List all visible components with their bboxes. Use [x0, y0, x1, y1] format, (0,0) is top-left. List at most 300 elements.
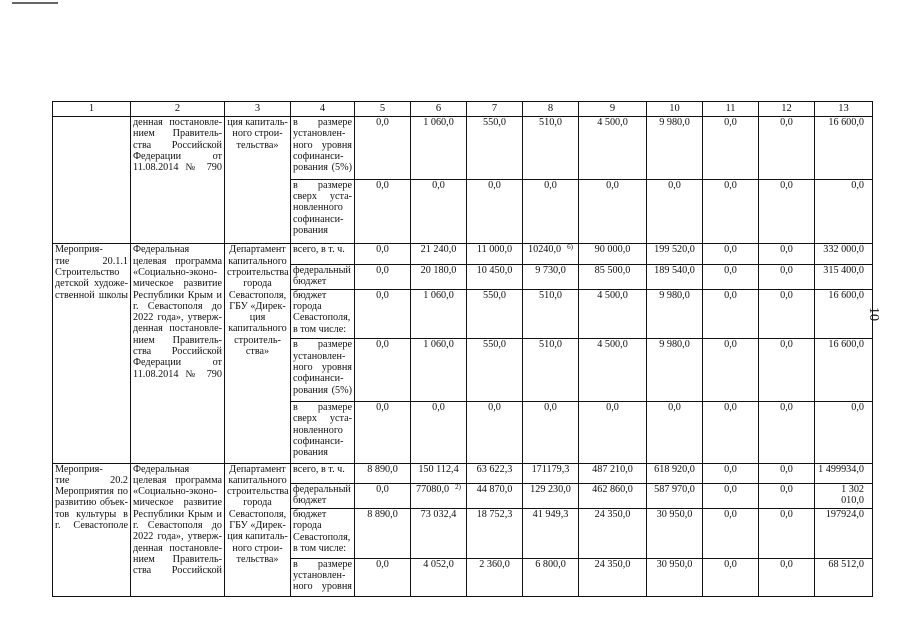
- program-cell-line: целевая программа: [133, 474, 222, 486]
- program-cell-line: 11.08.2014 № 790: [133, 162, 222, 174]
- measure-cell-line: развитию объек-: [55, 497, 128, 509]
- value-text: 0,0: [432, 401, 445, 413]
- measure-cell-line: Мероприя-: [55, 463, 103, 475]
- budget-table-sheet: [52, 101, 864, 597]
- funding-source-line: установлен-: [293, 350, 346, 362]
- value-text: 129 230,0: [530, 483, 571, 495]
- value-text: 0,0: [376, 483, 389, 495]
- value-col8: [523, 483, 579, 508]
- value-text: 510,0: [539, 289, 562, 301]
- funding-source-cell: [291, 264, 355, 289]
- value-col7: [467, 339, 523, 402]
- value-text: 550,0: [483, 289, 506, 301]
- scan-edge-mark: [12, 2, 58, 4]
- program-cell-line: Республики Крым и: [133, 508, 222, 520]
- program-cell-line: денная постановле-: [133, 542, 222, 554]
- value-text: 0,0: [376, 339, 389, 351]
- value-text: 199 520,0: [654, 244, 695, 256]
- funding-source-line: рования: [293, 447, 328, 459]
- value-col5: [355, 509, 411, 559]
- value-text: 44 870,0: [476, 483, 513, 495]
- funding-source-cell: [291, 483, 355, 508]
- value-col7: [467, 463, 523, 483]
- value-col10: [647, 117, 703, 180]
- value-text: 4 500,0: [597, 117, 628, 129]
- funding-source-cell: [291, 117, 355, 180]
- value-text: 462 860,0: [592, 483, 633, 495]
- value-col10: [647, 339, 703, 402]
- value-text: 0,0: [724, 483, 737, 495]
- value-text: 0,0: [780, 264, 793, 276]
- value-col8: [523, 289, 579, 339]
- column-header-11: 11: [703, 102, 759, 117]
- value-col7: [467, 179, 523, 244]
- value-text: 85 500,0: [594, 264, 631, 276]
- value-text: 16 600,0: [828, 289, 864, 301]
- program-cell-line: денная постановле-: [133, 323, 222, 335]
- measure-cell-line: детской художе-: [55, 278, 128, 290]
- funding-source-line: в том числе:: [293, 542, 347, 554]
- footnote-marker: 6): [567, 243, 573, 252]
- executor-cell-line: Севастополя,: [228, 289, 287, 301]
- value-col6: [411, 463, 467, 483]
- executor-cell-line: города: [243, 497, 272, 509]
- value-text: 0,0: [376, 401, 389, 413]
- funding-source-line: рования: [293, 224, 328, 236]
- value-col5: [355, 244, 411, 264]
- value-col13: [815, 558, 873, 596]
- value-text: 2 360,0: [479, 558, 510, 570]
- measure-cell-line: тие 20.1.1: [55, 255, 128, 267]
- value-col5: [355, 264, 411, 289]
- program-cell-line: мическое развитие: [133, 497, 222, 509]
- value-text: 0,0: [432, 179, 445, 191]
- value-text: 18 752,3: [476, 509, 513, 521]
- value-col13: [815, 401, 873, 463]
- value-col11: [703, 179, 759, 244]
- value-col9: [579, 463, 647, 483]
- program-cell-line: г. Севастополя до: [133, 520, 222, 532]
- value-col5: [355, 339, 411, 402]
- value-col6: [411, 509, 467, 559]
- table-row: [53, 244, 873, 264]
- budget-table: [52, 101, 873, 597]
- value-text: 0,0: [724, 558, 737, 570]
- measure-cell: [53, 244, 131, 463]
- value-text: 0,0: [376, 179, 389, 191]
- funding-source-line: ного уровня: [293, 581, 352, 593]
- value-col11: [703, 117, 759, 180]
- value-col13: [815, 483, 873, 508]
- funding-source-line: бюджет: [293, 509, 327, 521]
- measure-cell-line: Мероприя-: [55, 244, 103, 256]
- program-cell-line: г. Севастополя до: [133, 300, 222, 312]
- executor-cell-line: Департамент: [229, 244, 286, 256]
- value-col9: [579, 117, 647, 180]
- value-col12: [759, 264, 815, 289]
- value-text: 0,0: [724, 463, 737, 475]
- funding-source-line: бюджет: [293, 495, 327, 507]
- value-text: 90 000,0: [594, 244, 631, 256]
- value-text: 8 890,0: [367, 463, 398, 475]
- value-text: 63 622,3: [476, 463, 513, 475]
- value-col5: [355, 483, 411, 508]
- program-cell-line: целевая программа: [133, 255, 222, 267]
- column-header-6: 6: [411, 102, 467, 117]
- value-col12: [759, 339, 815, 402]
- value-col9: [579, 483, 647, 508]
- executor-cell-line: ства»: [245, 346, 270, 358]
- value-col5: [355, 463, 411, 483]
- value-text: 16 600,0: [828, 339, 864, 351]
- value-text: 0,0: [724, 117, 737, 129]
- value-text: 0,0: [668, 401, 681, 413]
- value-col7: [467, 401, 523, 463]
- program-cell-line: 11.08.2014 № 790: [133, 368, 222, 380]
- value-col12: [759, 463, 815, 483]
- value-col10: [647, 289, 703, 339]
- value-col12: [759, 558, 815, 596]
- funding-source-line: софинанси-: [293, 373, 344, 385]
- value-text: 9 980,0: [659, 117, 690, 129]
- measure-cell: [53, 463, 131, 596]
- value-col8: [523, 463, 579, 483]
- funding-source-line: всего, в т. ч.: [293, 244, 345, 256]
- measure-cell-line: ственной школы: [55, 289, 128, 301]
- value-col5: [355, 401, 411, 463]
- value-text: 587 970,0: [654, 483, 695, 495]
- value-text: 21 240,0: [420, 244, 457, 256]
- value-text: 0,0: [606, 179, 619, 191]
- column-header-7: 7: [467, 102, 523, 117]
- value-col5: [355, 558, 411, 596]
- program-cell-line: ства Российской: [133, 565, 222, 577]
- funding-source-line: рования (5%): [293, 384, 352, 396]
- value-col8: [523, 558, 579, 596]
- value-text: 0,0: [488, 179, 501, 191]
- executor-cell: [225, 244, 291, 463]
- value-col13: [815, 339, 873, 402]
- executor-cell-line: строительства: [227, 486, 289, 498]
- funding-source-line: новленного: [293, 424, 343, 436]
- measure-cell-line: Мероприятия по: [55, 486, 128, 498]
- footnote-marker: 2): [455, 483, 461, 491]
- value-col10: [647, 483, 703, 508]
- value-col9: [579, 179, 647, 244]
- funding-source-line: бюджет: [293, 289, 327, 301]
- value-text: 510,0: [539, 117, 562, 129]
- column-header-1: 1: [53, 102, 131, 117]
- program-cell-line: ства Российской: [133, 139, 222, 151]
- column-header-3: 3: [225, 102, 291, 117]
- column-header-13: 13: [815, 102, 873, 117]
- program-cell-line: Федерации от: [133, 151, 222, 163]
- funding-source-cell: [291, 463, 355, 483]
- program-cell-line: Республики Крым и: [133, 289, 222, 301]
- value-text: 0,0: [851, 401, 864, 413]
- value-col8: [523, 244, 579, 264]
- value-text: 4 500,0: [597, 289, 628, 301]
- funding-source-line: в размере: [293, 401, 352, 413]
- value-col6: [411, 244, 467, 264]
- program-cell: [131, 463, 225, 596]
- program-cell-line: Федерации от: [133, 357, 222, 369]
- funding-source-line: софинанси-: [293, 213, 344, 225]
- value-text: 550,0: [483, 339, 506, 351]
- value-text: 1 060,0: [423, 117, 454, 129]
- value-col12: [759, 509, 815, 559]
- value-col13: [815, 289, 873, 339]
- value-text: 0,0: [851, 179, 864, 191]
- funding-source-line: установлен-: [293, 569, 346, 581]
- program-cell: [131, 244, 225, 463]
- funding-source-cell: [291, 339, 355, 402]
- value-text: 9 980,0: [659, 289, 690, 301]
- program-cell-line: нием Правитель-: [133, 128, 222, 140]
- executor-cell-line: строитель-: [234, 334, 281, 346]
- funding-source-line: федеральный: [293, 483, 351, 495]
- value-text: 0,0: [376, 558, 389, 570]
- program-cell-line: мическое развитие: [133, 278, 222, 290]
- value-col11: [703, 289, 759, 339]
- value-text: 0,0: [780, 244, 793, 256]
- value-text: 0,0: [668, 179, 681, 191]
- value-col6: [411, 117, 467, 180]
- funding-source-cell: [291, 558, 355, 596]
- value-text: 618 920,0: [654, 463, 695, 475]
- value-col10: [647, 264, 703, 289]
- funding-source-cell: [291, 244, 355, 264]
- value-text: 189 540,0: [654, 264, 695, 276]
- program-cell-line: Федеральная: [133, 244, 190, 256]
- funding-source-line: в размере: [293, 339, 352, 351]
- funding-source-line: софинанси-: [293, 435, 344, 447]
- value-text: 197924,0: [825, 509, 864, 521]
- value-col9: [579, 339, 647, 402]
- value-col7: [467, 558, 523, 596]
- executor-cell-line: тельства»: [236, 553, 279, 565]
- value-col13: [815, 244, 873, 264]
- value-col10: [647, 179, 703, 244]
- value-col11: [703, 463, 759, 483]
- value-col12: [759, 179, 815, 244]
- value-text: 0,0: [780, 339, 793, 351]
- value-text: 0,0: [606, 401, 619, 413]
- value-text: 1 499934,0: [818, 463, 864, 475]
- value-text: 0,0: [780, 483, 793, 495]
- executor-cell-line: ГБУ «Дирек-: [229, 520, 286, 532]
- value-text: 0,0: [376, 264, 389, 276]
- value-col9: [579, 264, 647, 289]
- value-text: 1 060,0: [423, 339, 454, 351]
- value-text: 0,0: [780, 117, 793, 129]
- value-text: 24 350,0: [594, 558, 631, 570]
- table-body: [53, 102, 873, 597]
- executor-cell-line: строительства: [227, 267, 289, 278]
- value-col7: [467, 289, 523, 339]
- column-header-10: 10: [647, 102, 703, 117]
- value-text: 0,0: [376, 117, 389, 129]
- value-col9: [579, 289, 647, 339]
- value-col7: [467, 244, 523, 264]
- column-header-5: 5: [355, 102, 411, 117]
- value-col8: [523, 509, 579, 559]
- executor-cell-line: Департамент: [229, 463, 286, 475]
- value-col10: [647, 244, 703, 264]
- value-text: 0,0: [780, 179, 793, 191]
- value-col10: [647, 509, 703, 559]
- value-col8: [523, 117, 579, 180]
- value-col9: [579, 244, 647, 264]
- funding-source-cell: [291, 401, 355, 463]
- executor-cell-line: Севастополя,: [228, 508, 287, 520]
- value-text: 30 950,0: [656, 558, 693, 570]
- value-col13: [815, 179, 873, 244]
- value-col5: [355, 117, 411, 180]
- value-text: 0,0: [376, 289, 389, 301]
- funding-source-line: города: [293, 301, 322, 313]
- value-col12: [759, 117, 815, 180]
- value-text: 0,0: [780, 401, 793, 413]
- value-text: 0,0: [544, 401, 557, 413]
- program-cell: [131, 117, 225, 244]
- value-col11: [703, 401, 759, 463]
- funding-source-line: Севастополя,: [293, 531, 351, 543]
- funding-source-line: в размере: [293, 179, 352, 191]
- funding-source-line: сверх уста-: [293, 191, 352, 203]
- value-text: 10240,0: [528, 244, 562, 256]
- executor-cell-line: ного строи-: [232, 542, 283, 554]
- value-col11: [703, 339, 759, 402]
- value-col8: [523, 401, 579, 463]
- value-col13: [815, 264, 873, 289]
- column-header-9: 9: [579, 102, 647, 117]
- value-col12: [759, 244, 815, 264]
- program-cell-line: 2022 года», утверж-: [133, 531, 222, 543]
- header-row: [53, 102, 873, 117]
- value-text: 9 980,0: [659, 339, 690, 351]
- funding-source-line: ного уровня: [293, 139, 352, 151]
- value-col6: [411, 339, 467, 402]
- value-col7: [467, 509, 523, 559]
- funding-source-line: ного уровня: [293, 361, 352, 373]
- table-row: [53, 463, 873, 483]
- value-text: 24 350,0: [594, 509, 631, 521]
- value-col9: [579, 558, 647, 596]
- funding-source-line: Севастополя,: [293, 312, 351, 324]
- value-text: 0,0: [544, 179, 557, 191]
- value-col6: [411, 558, 467, 596]
- value-text: 1 302 010,0: [841, 483, 864, 507]
- value-col11: [703, 483, 759, 508]
- executor-cell: [225, 463, 291, 596]
- value-text: 0,0: [724, 289, 737, 301]
- value-text: 487 210,0: [592, 463, 633, 475]
- value-text: 41 949,3: [532, 509, 569, 521]
- value-col5: [355, 289, 411, 339]
- table-row: [53, 117, 873, 180]
- value-text: 315 400,0: [823, 264, 864, 276]
- funding-source-line: федеральный: [293, 264, 351, 276]
- value-col6: [411, 264, 467, 289]
- value-col13: [815, 117, 873, 180]
- value-text: 68 512,0: [828, 558, 864, 570]
- value-col11: [703, 558, 759, 596]
- funding-source-line: бюджет: [293, 275, 327, 287]
- value-text: 0,0: [724, 244, 737, 256]
- executor-cell: [225, 117, 291, 244]
- value-text: 0,0: [724, 401, 737, 413]
- value-text: 4 500,0: [597, 339, 628, 351]
- measure-cell-line: тов культуры в: [55, 508, 128, 520]
- value-text: 0,0: [780, 558, 793, 570]
- value-col7: [467, 483, 523, 508]
- value-text: 0,0: [780, 509, 793, 521]
- column-header-2: 2: [131, 102, 225, 117]
- value-text: 73 032,4: [420, 509, 457, 521]
- value-text: 150 112,4: [418, 463, 459, 475]
- value-text: 16 600,0: [828, 117, 864, 129]
- value-text: 0,0: [724, 509, 737, 521]
- value-col11: [703, 264, 759, 289]
- value-col8: [523, 264, 579, 289]
- column-header-8: 8: [523, 102, 579, 117]
- value-text: 0,0: [376, 244, 389, 256]
- program-cell-line: нием Правитель-: [133, 553, 222, 565]
- value-text: 0,0: [724, 179, 737, 191]
- executor-cell-line: ция капиталь-: [227, 531, 288, 543]
- measure-cell-line: Строительство: [55, 267, 120, 278]
- value-col10: [647, 401, 703, 463]
- value-text: 6 800,0: [535, 558, 566, 570]
- value-col12: [759, 401, 815, 463]
- program-cell-line: денная постановле-: [133, 117, 222, 129]
- executor-cell-line: ГБУ «Дирек-: [229, 300, 286, 312]
- value-text: 0,0: [780, 289, 793, 301]
- funding-source-line: софинанси-: [293, 151, 344, 163]
- value-col10: [647, 463, 703, 483]
- value-col9: [579, 401, 647, 463]
- funding-source-cell: [291, 289, 355, 339]
- column-header-4: 4: [291, 102, 355, 117]
- funding-source-line: установлен-: [293, 128, 346, 140]
- executor-cell-line: ция капиталь-: [227, 117, 288, 129]
- funding-source-line: новленного: [293, 202, 343, 214]
- program-cell-line: «Социально-эконо-: [133, 267, 218, 278]
- value-text: 171179,3: [531, 463, 570, 475]
- value-text: 10 450,0: [476, 264, 513, 276]
- value-col6: [411, 179, 467, 244]
- program-cell-line: 2022 года», утверж-: [133, 312, 222, 324]
- value-col8: [523, 339, 579, 402]
- program-cell-line: «Социально-эконо-: [133, 486, 218, 498]
- funding-source-line: в размере: [293, 558, 352, 570]
- funding-source-cell: [291, 509, 355, 559]
- value-col7: [467, 264, 523, 289]
- executor-cell-line: города: [243, 278, 272, 290]
- executor-cell-line: тельства»: [236, 139, 279, 151]
- value-text: 77080,0: [416, 483, 450, 495]
- funding-source-cell: [291, 179, 355, 244]
- value-col10: [647, 558, 703, 596]
- value-col5: [355, 179, 411, 244]
- value-text: 11 000,0: [476, 244, 513, 256]
- funding-source-line: в размере: [293, 117, 352, 129]
- value-col12: [759, 483, 815, 508]
- executor-cell-line: ного строи-: [232, 128, 283, 140]
- value-col12: [759, 289, 815, 339]
- page-number: 10: [866, 307, 881, 321]
